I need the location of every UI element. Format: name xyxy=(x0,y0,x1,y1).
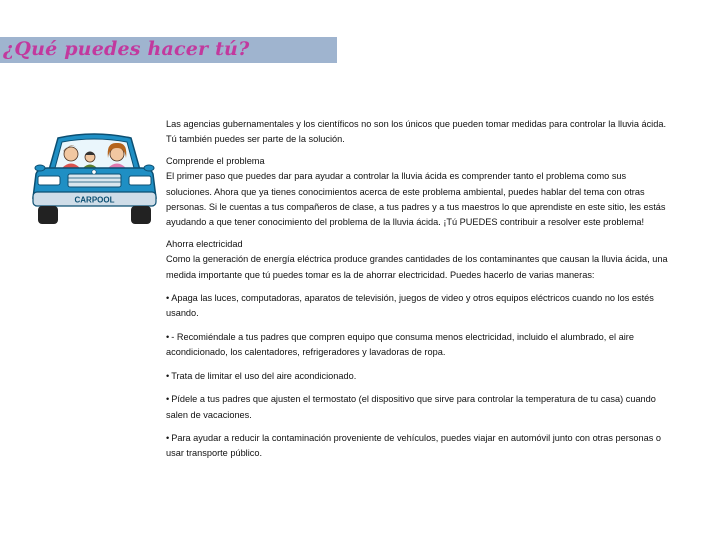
bullet-icon: • xyxy=(166,293,170,304)
section-heading-save-electricity: Ahorra electricidad xyxy=(166,238,243,249)
bullet-icon: • xyxy=(166,370,170,381)
bullet-text: Apaga las luces, computadoras, aparatos de televisión, juegos de video y otros equipos eléctricos cuando no los estés usando. xyxy=(166,293,654,319)
bullet-text: Para ayudar a reducir la contaminación proveniente de vehículos, puedes viajar en automóvil junto con otras personas o usar transporte público. xyxy=(166,432,662,459)
intro-paragraph: Las agencias gubernamentales y los científicos no son los únicos que pueden tomar medidas para controlar la lluvia ácida. Tú también puedes ser parte de la solución. xyxy=(166,119,666,145)
bullet-icon: • xyxy=(166,331,170,342)
section-heading-understand: Comprende el problema xyxy=(166,155,265,166)
bullet-text: Pídele a tus padres que ajusten el termostato (el dispositivo que sirve para controlar la temperatura de tu casa) cuando salen de vacaciones. xyxy=(166,394,656,420)
page-title: ¿Qué puedes hacer tú? xyxy=(3,38,250,60)
bullet-icon: • xyxy=(166,394,170,405)
bullet-icon: • xyxy=(166,432,170,443)
list-item xyxy=(166,369,674,384)
carpool-label: CARPOOL xyxy=(74,195,115,205)
bullet-text: - Recomiéndale a tus padres que compren equipo que consuma menos electricidad, incluido el alumbrado, el aire acondicionado, los calentadores, refrigeradores y lavadoras de ropa. xyxy=(166,331,634,358)
section-body-understand: El primer paso que puedes dar para ayudar a controlar la lluvia ácida es comprender tanto el problema como sus soluciones. Ahora que ya tienes conocimientos acerca de este problema ambiental, puedes hablar del tema con otras personas. Si le cuentas a tus compañeros de clase, a tus padres y a tus maestros lo que aprendiste en este sitio, les estás ayudando a que tener conocimiento del problema de la lluvia ácida. ¡Tú PUEDES contribuir a resolver este problema! xyxy=(166,171,666,228)
title-banner xyxy=(0,37,337,63)
list-item xyxy=(166,431,674,462)
section-body-save-electricity: Como la generación de energía eléctrica produce grandes cantidades de los contaminantes que causan la lluvia ácida, una medida importante que tú puedes tomar es la de ahorrar electricidad. Puedes hacerlo de varias maneras: xyxy=(166,254,668,280)
list-item xyxy=(166,291,674,322)
list-item xyxy=(166,330,674,361)
list-item xyxy=(166,392,674,423)
bullet-text: Trata de limitar el uso del aire acondicionado. xyxy=(171,370,357,381)
carpool-car-illustration xyxy=(28,128,161,231)
article-body xyxy=(166,117,674,462)
